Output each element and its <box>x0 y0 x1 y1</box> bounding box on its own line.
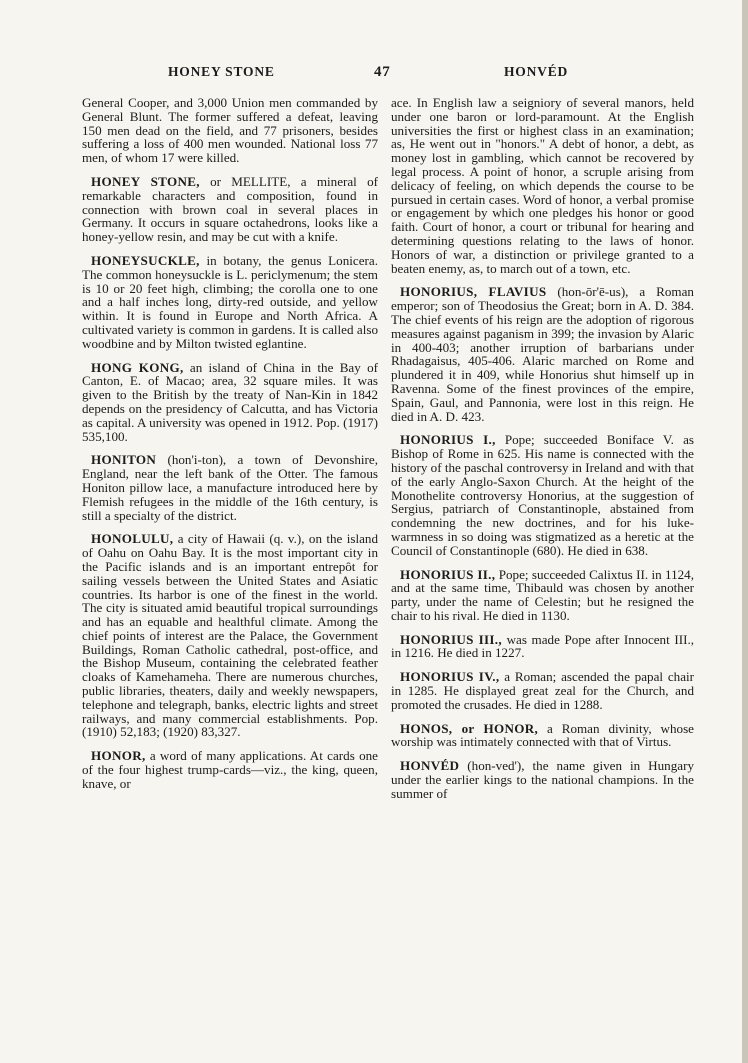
entry-text: (hon-ved'), the name given in Hungary under the earlier kings to the national champions. In the summer of <box>391 758 694 801</box>
entry-paragraph <box>391 285 694 423</box>
entry-text: Pope; succeeded Calixtus II. in 1124, and at the same time, Thibauld was chosen by another party, under the name of Celestin; but he resigned the chair to his rival. He died in 1130. <box>391 566 695 623</box>
entry-text: General Cooper, and 3,000 Union men commanded by General Blunt. The former suffered a defeat, leaving 150 men dead on the field, and 77 prisoners, besides suffering a loss of 400 men wounded. National loss 77 men, of whom 17 were killed. <box>82 95 378 166</box>
entry-text: (hon'i-ton), a town of Devonshire, England, near the left bank of the Otter. The famous Honiton pillow lace, a manufacture introduced here by Flemish refugees in the middle of the 16th century, is still a specialty of the district. <box>82 452 378 523</box>
running-header <box>82 64 694 86</box>
entry-text: a word of many applications. At cards one of the four highest trump-cards—viz., the king, queen, knave, or <box>82 748 378 791</box>
entry-headword: HONG KONG, <box>91 359 184 375</box>
page-number: 47 <box>374 64 391 80</box>
entry-paragraph <box>82 361 378 444</box>
entry-text: in botany, the genus Lonicera. The common honeysuckle is L. periclymenum; the stem is 10 or 20 feet high, climbing; the corolla one to one and a half inches long, dirty-red outside, and yellow within. It is found in Europe and North Africa. A cultivated variety is common in gardens. It is called also woodbine and by Milton twisted eglantine. <box>82 252 378 351</box>
entry-headword: HONOS, or HONOR, <box>400 720 539 736</box>
page-edge-shadow <box>742 0 748 1063</box>
entry-headword: HONORIUS III., <box>400 631 502 647</box>
entry-headword: HONEYSUCKLE, <box>91 252 200 268</box>
entry-paragraph <box>82 532 378 739</box>
entry-paragraph <box>391 433 694 557</box>
entry-paragraph <box>82 175 378 244</box>
entry-headword: HONORIUS I., <box>400 432 496 448</box>
entry-text: (hon-ōr'ē-us), a Roman emperor; son of Theodosius the Great; born in A. D. 384. The chief events of his reign are the adoption of rigorous measures against paganism in 399; the invasion by Alaric in 400-403; another irruption of barbarians under Rhadagaisus, 405-406. Alaric marched on Rome and plundered it in 409, while Honorius shut himself up in Ravenna. Some of the finest provinces of the empire, Spain, Gaul, and Pannonia, were lost in this reign. He died in A. D. 423. <box>391 284 694 424</box>
entry-paragraph <box>82 254 378 351</box>
entry-paragraph <box>82 453 378 522</box>
entry-paragraph <box>391 722 694 750</box>
entry-text: or MELLITE, a mineral of remarkable characters and composition, found in connection with brown coal in several places in Germany. It occurs in square octahedrons, looks like a honey-yellow resin, and may be cut with a knife. <box>82 173 378 245</box>
entry-paragraph <box>391 568 694 623</box>
entry-text: a Roman divinity, whose worship was intimately connected with that of Virtus. <box>391 720 694 750</box>
entry-headword: HONVÉD <box>400 758 460 774</box>
header-right-guide-word: HONVÉD <box>504 64 569 79</box>
entry-text: a city of Hawaii (q. v.), on the island of Oahu on Oahu Bay. It is the most important city in the Pacific islands and is an important entrepôt for sailing vessels between the United States and Asiatic countries. Its harbor is one of the finest in the world. The city is situated amid beautiful tropical surroundings and has an equable and healthful climate. Among the chief points of interest are the Palace, the Government Buildings, Roman Catholic cathedral, post-office, and the Bishop Museum, containing the celebrated feather cloaks of Kamehameha. There are numerous churches, public libraries, theaters, daily and weekly newspapers, telephone and telegraph, banks, electric lights and street railways, and many commercial establishments. Pop. (1910) 52,183; (1920) 83,327. <box>82 531 378 740</box>
entry-headword: HONORIUS II., <box>400 566 496 582</box>
entry-text: an island of China in the Bay of Canton, E. of Macao; area, 32 square miles. It was given to the British by the treaty of Nan-Kin in 1842 depends on the presidency of Calcutta, and has Victoria as capital. A university was opened in 1912. Pop. (1917) 535,100. <box>82 359 378 444</box>
entry-paragraph <box>391 670 694 711</box>
entry-text: Pope; succeeded Boniface V. as Bishop of Rome in 625. His name is connected with the history of the paschal controversy in Ireland and with that of the early Anglo-Saxon Church. At the height of the Monothelite controversy Honorius, at the suggestion of Sergius, patriarch of Constantinople, abstained from condemning the new doctrines, and for his luke-warmness in so doing was stigmatized as a heretic at the Council of Constantinople (680). He died in 638. <box>391 432 694 558</box>
entry-text: a Roman; ascended the papal chair in 1285. He displayed great zeal for the Church, and promoted the crusades. He died in 1288. <box>391 669 694 712</box>
entry-headword: HONITON <box>91 452 157 468</box>
right-column <box>391 96 694 811</box>
entry-text: ace. In English law a seigniory of several manors, held under one baron or lord-paramount. At the English universities the first or highest class in an examination; as, He went out in "honors." A debt of honor, a debt, as money lost in gambling, which cannot be recovered by legal process. A point of honor, a scruple arising from delicacy of feeling, on which depends the course to be pursued in certain cases. Word of honor, a verbal promise or engagement by which one pledges his honor or good faith. Court of honor, a court or tribunal for hearing and determining questions relating to the laws of honor. Honors of war, a distinction or privilege granted to a beaten enemy, as, to march out of a town, etc. <box>391 95 694 276</box>
left-column <box>82 96 378 801</box>
entry-paragraph <box>82 749 378 790</box>
entry-headword: HONORIUS IV., <box>400 669 500 685</box>
entry-headword: HONEY STONE, <box>91 173 200 189</box>
header-left-guide-word: HONEY STONE <box>168 64 275 79</box>
entry-paragraph <box>391 633 694 661</box>
entry-headword: HONOR, <box>91 748 146 764</box>
entry-paragraph <box>82 96 378 165</box>
entry-text: was made Pope after Innocent III., in 1216. He died in 1227. <box>391 631 694 661</box>
entry-headword: HONOLULU, <box>91 531 174 547</box>
entry-paragraph <box>391 96 694 275</box>
entry-paragraph <box>391 759 694 800</box>
entry-headword: HONORIUS, FLAVIUS <box>400 284 547 300</box>
